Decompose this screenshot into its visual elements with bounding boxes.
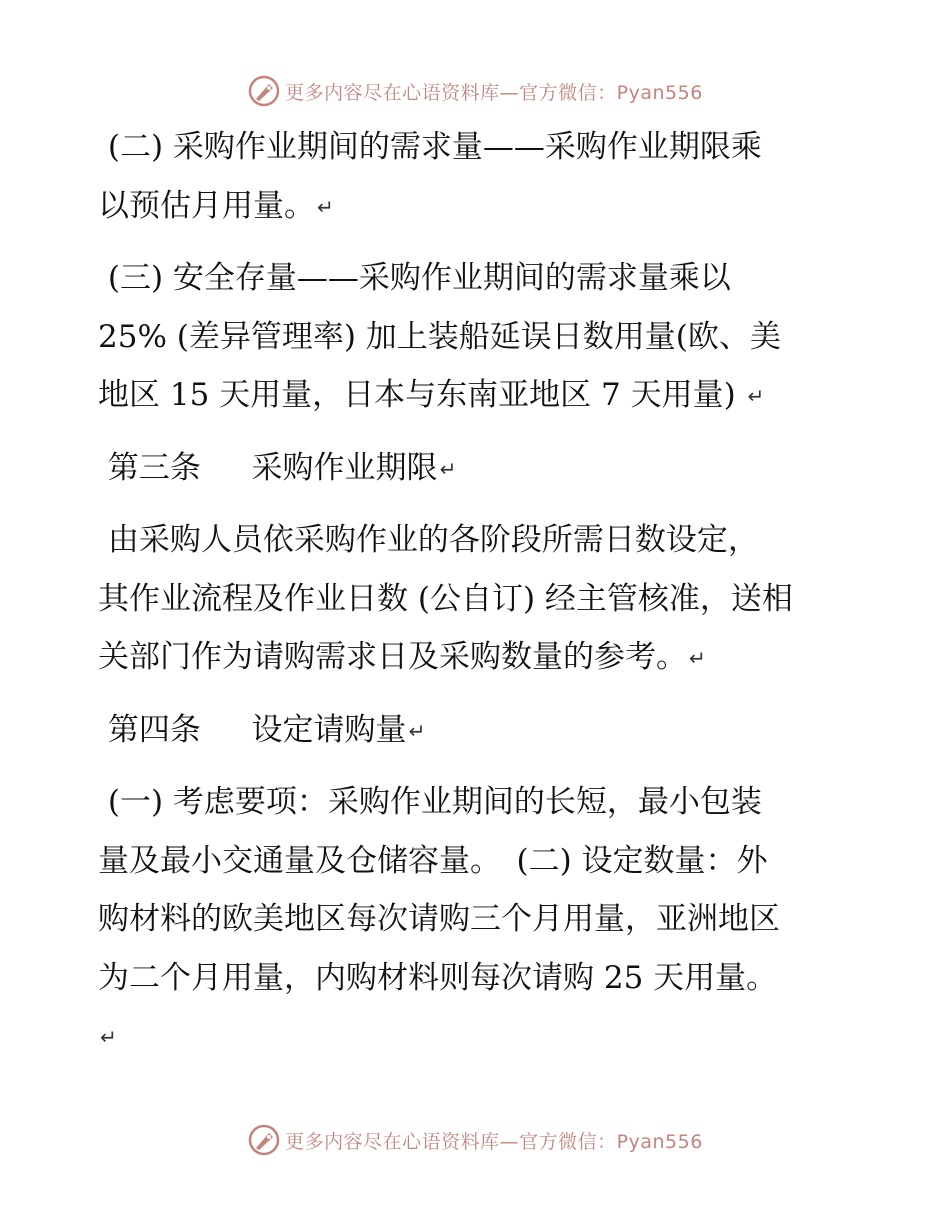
pen-nib-icon bbox=[247, 74, 281, 108]
article-heading bbox=[98, 439, 858, 498]
paragraph-mark-icon: ↵ bbox=[689, 646, 706, 671]
header-watermark bbox=[0, 71, 950, 111]
text-line: 25% (差异管理率) 加上装船延误日数用量(欧、美 bbox=[98, 318, 781, 355]
footer-watermark bbox=[0, 1120, 950, 1160]
text-line: 第三条 采购作业期限 ↵ bbox=[98, 449, 457, 486]
pen-nib-icon bbox=[247, 1123, 281, 1157]
text-line: 关部门作为请购需求日及采购数量的参考。 ↵ bbox=[98, 639, 706, 675]
text-line: 地区 15 天用量，日本与东南亚地区 7 天用量) ↵ bbox=[98, 377, 765, 413]
text-line bbox=[98, 1007, 858, 1066]
paragraph-mark-icon: ↵ bbox=[100, 1025, 117, 1050]
text-line: 量及最小交通量及仓储容量。 (二) 设定数量：外 bbox=[98, 842, 768, 879]
watermark-text: 更多内容尽在心语资料库—官方微信：Pyan556 bbox=[285, 1130, 703, 1153]
text-line: 为二个月用量，内购材料则每次请购 25 天用量。 bbox=[98, 959, 778, 996]
text-line: 以预估月用量。 ↵ bbox=[98, 187, 334, 224]
paragraph bbox=[98, 773, 858, 1066]
text-line: 由采购人员依采购作业的各阶段所需日数设定， bbox=[98, 522, 759, 558]
text-line: (二) 采购作业期间的需求量——采购作业期限乘 bbox=[98, 129, 762, 165]
paragraph-mark-icon: ↵ bbox=[317, 194, 334, 219]
watermark-text: 更多内容尽在心语资料库—官方微信：Pyan556 bbox=[285, 81, 703, 104]
paragraph-mark-icon: ↵ bbox=[408, 718, 426, 743]
paragraph-mark-icon: ↵ bbox=[747, 384, 765, 409]
document-body bbox=[98, 118, 858, 1066]
text-line: 购材料的欧美地区每次请购三个月用量，亚洲地区 bbox=[98, 901, 780, 937]
text-line: (一) 考虑要项：采购作业期间的长短，最小包装 bbox=[98, 784, 762, 820]
text-line: 其作业流程及作业日数 (公自订) 经主管核准，送相 bbox=[98, 580, 793, 617]
text-line: (三) 安全存量——采购作业期间的需求量乘以 bbox=[98, 260, 731, 296]
text-line: 第四条 设定请购量 ↵ bbox=[98, 711, 426, 748]
paragraph bbox=[98, 118, 858, 235]
article-heading bbox=[98, 701, 858, 760]
paragraph bbox=[98, 511, 858, 687]
paragraph bbox=[98, 249, 858, 425]
paragraph-mark-icon: ↵ bbox=[439, 456, 457, 481]
